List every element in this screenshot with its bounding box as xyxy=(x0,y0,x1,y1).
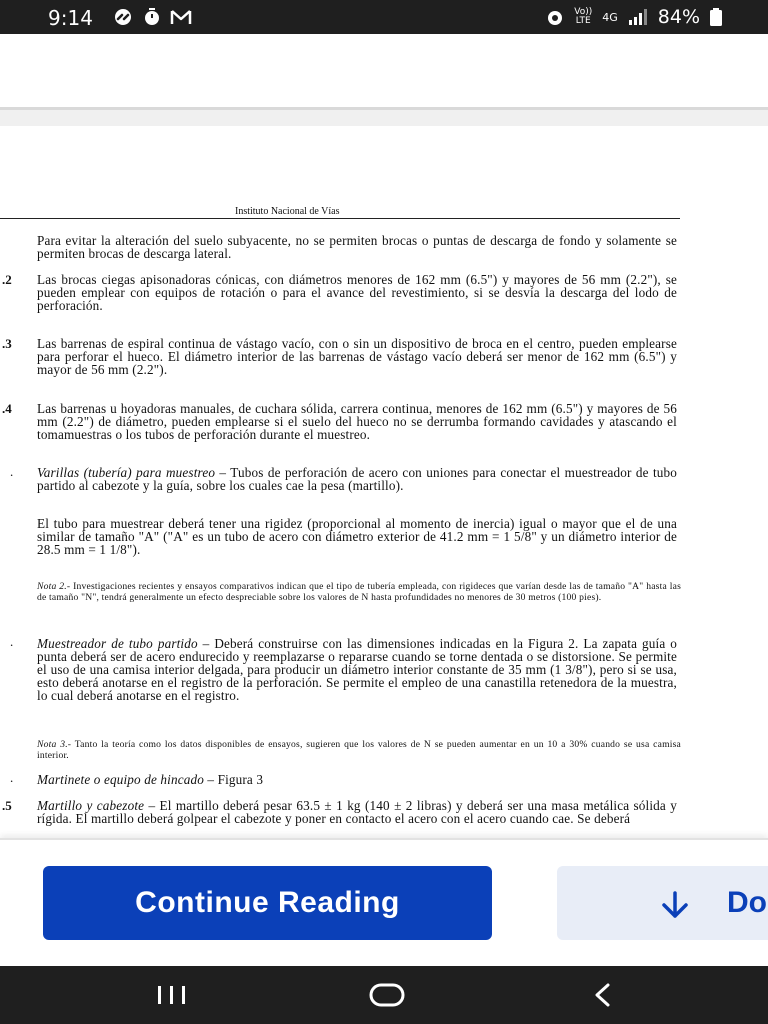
navigation-bar xyxy=(0,966,768,1024)
martinete-text: – Figura 3 xyxy=(203,772,264,787)
paragraph-barrenas-manuales: Las barrenas u hoyadoras manuales, de cuchara sólida, carrera continua, menores de 162 mm (6.5") y mayores de 56 mm (2.2") de diámetro, pueden emplearse si el suelo del hueco no se derrumba formando cavidades y atascando el tomamuestras o los tubos de perforación durante el muestreo. xyxy=(37,401,677,442)
note-2-text: Investigaciones recientes y ensayos comparativos indican que el tipo de tubería empleada, con rigideces que varían desde las de tamaño "A" hasta las de tamaño "N", tendrá generalmente un efecto despreciable sobre los valores de N hasta profundidades no menores de 30 metros (100 pies). xyxy=(37,581,682,603)
bottom-action-bar xyxy=(0,838,768,966)
varillas-text: – Tubos de perforación de acero con uniones para conectar el muestreador de tubo partido al cabezote y la guía, sobre los cuales cae la pesa (martillo). xyxy=(37,465,677,493)
note-3 xyxy=(37,740,681,761)
status-bar xyxy=(0,0,768,34)
muestreador-text: – Deberá construirse con las dimensiones indicadas en la Figura 2. La zapata guía o punta deberá ser de acero endurecido y reemplazarse o repararse cuando se torne dentada o se distorsione. Se permite el uso de una camisa interior delgada, para producir un diámetro interior constante de 35 mm (1 3/8"), pero si se usa, esto deberá anotarse en el registro de la perforación. Se permite el empleo de una canastilla retenedora de la muestra, lo cual deberá anotarse en el registro. xyxy=(37,636,677,703)
bullet: . xyxy=(10,634,14,649)
timer-icon xyxy=(143,8,161,26)
download-button[interactable] xyxy=(557,866,768,940)
back-icon[interactable] xyxy=(592,982,612,1008)
recent-apps-icon[interactable] xyxy=(156,984,188,1006)
gmail-icon xyxy=(170,8,192,26)
paragraph-martillo xyxy=(37,799,677,825)
notification-icons xyxy=(112,8,192,26)
bullet: . xyxy=(10,464,14,479)
note-2 xyxy=(37,582,681,603)
document-header xyxy=(0,206,680,219)
signal-icon xyxy=(628,9,648,25)
system-icons xyxy=(546,6,722,28)
continue-reading-button[interactable]: Continue Reading xyxy=(43,866,492,940)
status-time: 9:14 xyxy=(48,6,93,30)
page-separator xyxy=(0,110,768,126)
paragraph-brocas-ciegas: Las brocas ciegas apisonadoras cónicas, con diámetros menores de 162 mm (6.5") y mayores de 56 mm (2.2"), se pueden emplear con equipos de rotación o para el avance del revestimiento, si se desvía la descarga del lodo de perforación. xyxy=(37,272,677,313)
paragraph-tubo-muestrear: El tubo para muestrear deberá tener una rigidez (proporcional al momento de inercia) igual o mayor que el de una similar de tamaño "A" ("A" es un tubo de acero con diámetro exterior de 41.2 mm = 1 5/8" y un diámetro interior de 28.5 mm = 1 1/8"). xyxy=(37,516,677,557)
item-number: .2 xyxy=(2,272,12,287)
note-3-label: Nota 3.- xyxy=(37,739,72,750)
martillo-text: – El martillo deberá pesar 63.5 ± 1 kg (140 ± 2 libras) y deberá ser una masa metálica sólida y rígida. El martillo deberá golpear el cabezote y poner en contacto el acero con el acero cuando cae. Se deberá xyxy=(37,798,677,826)
paragraph-varillas xyxy=(37,466,677,492)
note-3-text: Tanto la teoría como los datos disponibles de ensayos, sugieren que los valores de N se pueden aumentar en un 10 a 30% cuando se usa camisa interior. xyxy=(37,739,681,761)
varillas-title: Varillas (tubería) para muestreo xyxy=(37,465,216,480)
note-2-label: Nota 2.- xyxy=(37,581,71,592)
item-number: .5 xyxy=(2,798,12,813)
bullet: . xyxy=(10,770,14,785)
muestreador-title: Muestreador de tubo partido xyxy=(37,636,198,651)
paragraph-brocas-descarga: Para evitar la alteración del suelo subyacente, no se permiten brocas o puntas de descarga de fondo y solamente se permiten brocas de descarga lateral. xyxy=(37,233,677,261)
alarm-icon xyxy=(546,8,564,26)
battery-icon xyxy=(710,8,722,26)
app-top-area xyxy=(0,34,768,110)
paragraph-barrenas-espiral: Las barrenas de espiral continua de vástago vacío, con o sin un dispositivo de broca en el centro, pueden emplearse para perforar el hueco. El diámetro interior de las barrenas de vástago vacío deberá ser menor de 162 mm (6.5") y mayor de 56 mm (2.2"). xyxy=(37,336,677,377)
battery-percent: 84% xyxy=(657,6,700,28)
header-title: Instituto Nacional de Vías xyxy=(235,206,340,217)
network-type: 4G xyxy=(602,10,618,24)
link-icon xyxy=(112,8,134,26)
volte-indicator: Vo)) LTE xyxy=(574,7,593,26)
item-number: .3 xyxy=(2,336,12,351)
item-number: .4 xyxy=(2,401,12,416)
document-page[interactable] xyxy=(0,126,768,838)
paragraph-martinete xyxy=(37,773,677,786)
download-label: Do xyxy=(727,886,767,919)
martinete-title: Martinete o equipo de hincado xyxy=(37,772,204,787)
home-icon[interactable] xyxy=(368,982,406,1008)
arrow-down-icon xyxy=(655,890,695,920)
martillo-title: Martillo y cabezote xyxy=(37,798,145,813)
paragraph-muestreador xyxy=(37,637,677,702)
